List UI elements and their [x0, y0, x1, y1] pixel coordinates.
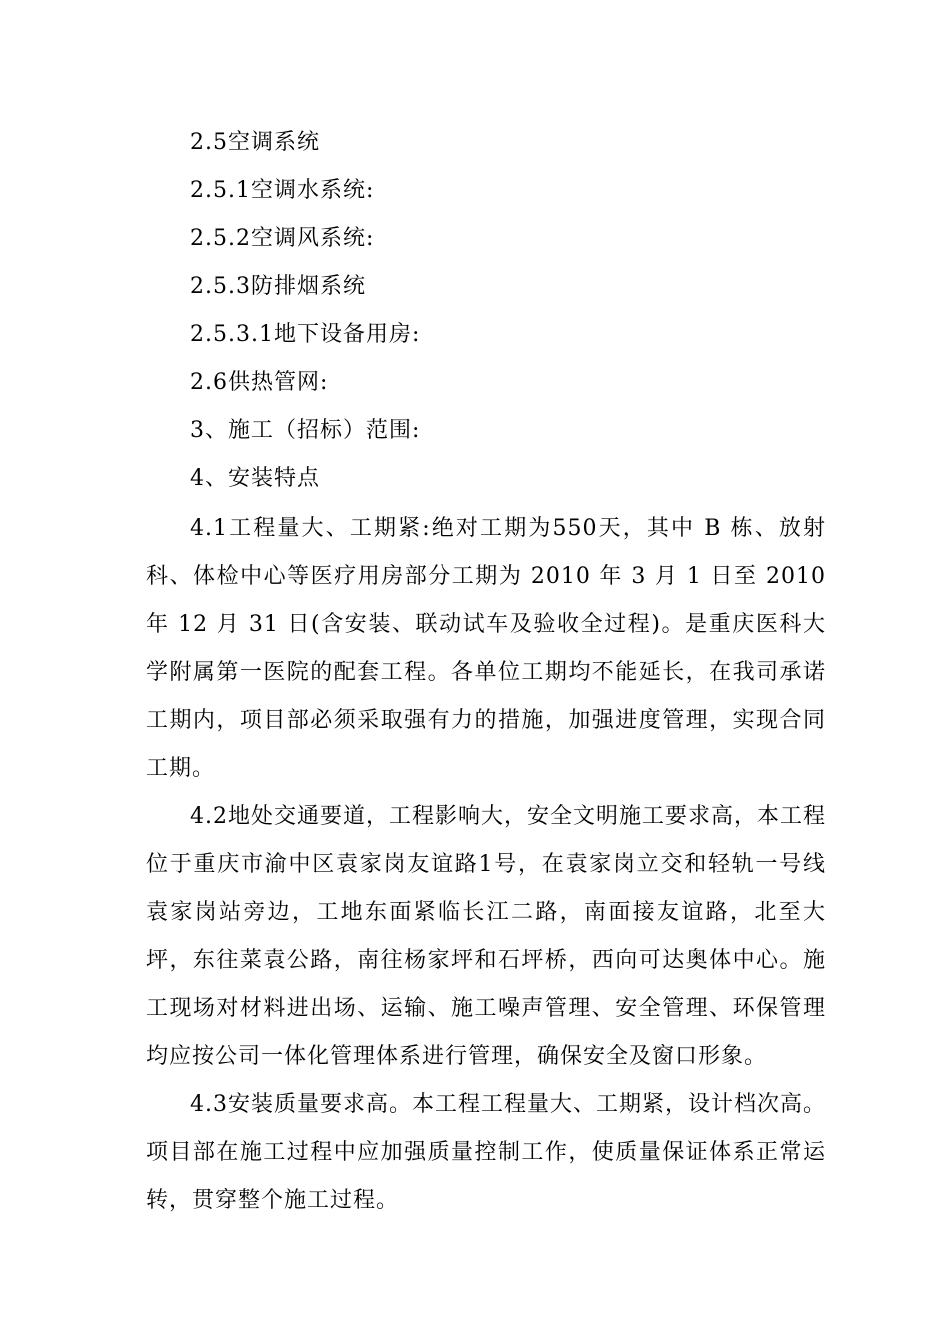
paragraph-4-1: 4.1工程量大、工期紧:绝对工期为550天，其中 B 栋、放射科、体检中心等医疗用房部分工期为 2010 年 3 月 1 日至 2010 年 12 月 31 日(含安装、联动试车及验收全过程)。是重庆医科大学附属第一医院的配套工程。各单位工期均不能延长，在我司承诺工期内，项目部必须采取强有力的措施，加强进度管理，实现合同工期。	[146, 516, 826, 781]
heading-3: 3、施工（招标）范围:	[190, 418, 421, 443]
heading-2-5: 2.5空调系统	[190, 130, 320, 155]
heading-2-5-3-1: 2.5.3.1地下设备用房:	[190, 322, 421, 347]
heading-2-5-2: 2.5.2空调风系统:	[190, 226, 375, 251]
heading-2-5-1: 2.5.1空调水系统:	[190, 178, 375, 203]
heading-2-6: 2.6供热管网:	[190, 370, 329, 395]
heading-4: 4、安装特点	[190, 466, 320, 491]
paragraph-4-3: 4.3安装质量要求高。本工程工程量大、工期紧，设计档次高。项目部在施工过程中应加强质量控制工作，使质量保证体系正常运转，贯穿整个施工过程。	[146, 1092, 826, 1213]
heading-2-5-3: 2.5.3防排烟系统	[190, 274, 366, 299]
paragraph-4-2: 4.2地处交通要道，工程影响大，安全文明施工要求高，本工程位于重庆市渝中区袁家岗友谊路1号，在袁家岗立交和轻轨一号线袁家岗站旁边，工地东面紧临长江二路，南面接友谊路，北至大坪，东往菜袁公路，南往杨家坪和石坪桥，西向可达奥体中心。施工现场对材料进出场、运输、施工噪声管理、安全管理、环保管理均应按公司一体化管理体系进行管理，确保安全及窗口形象。	[146, 804, 826, 1069]
